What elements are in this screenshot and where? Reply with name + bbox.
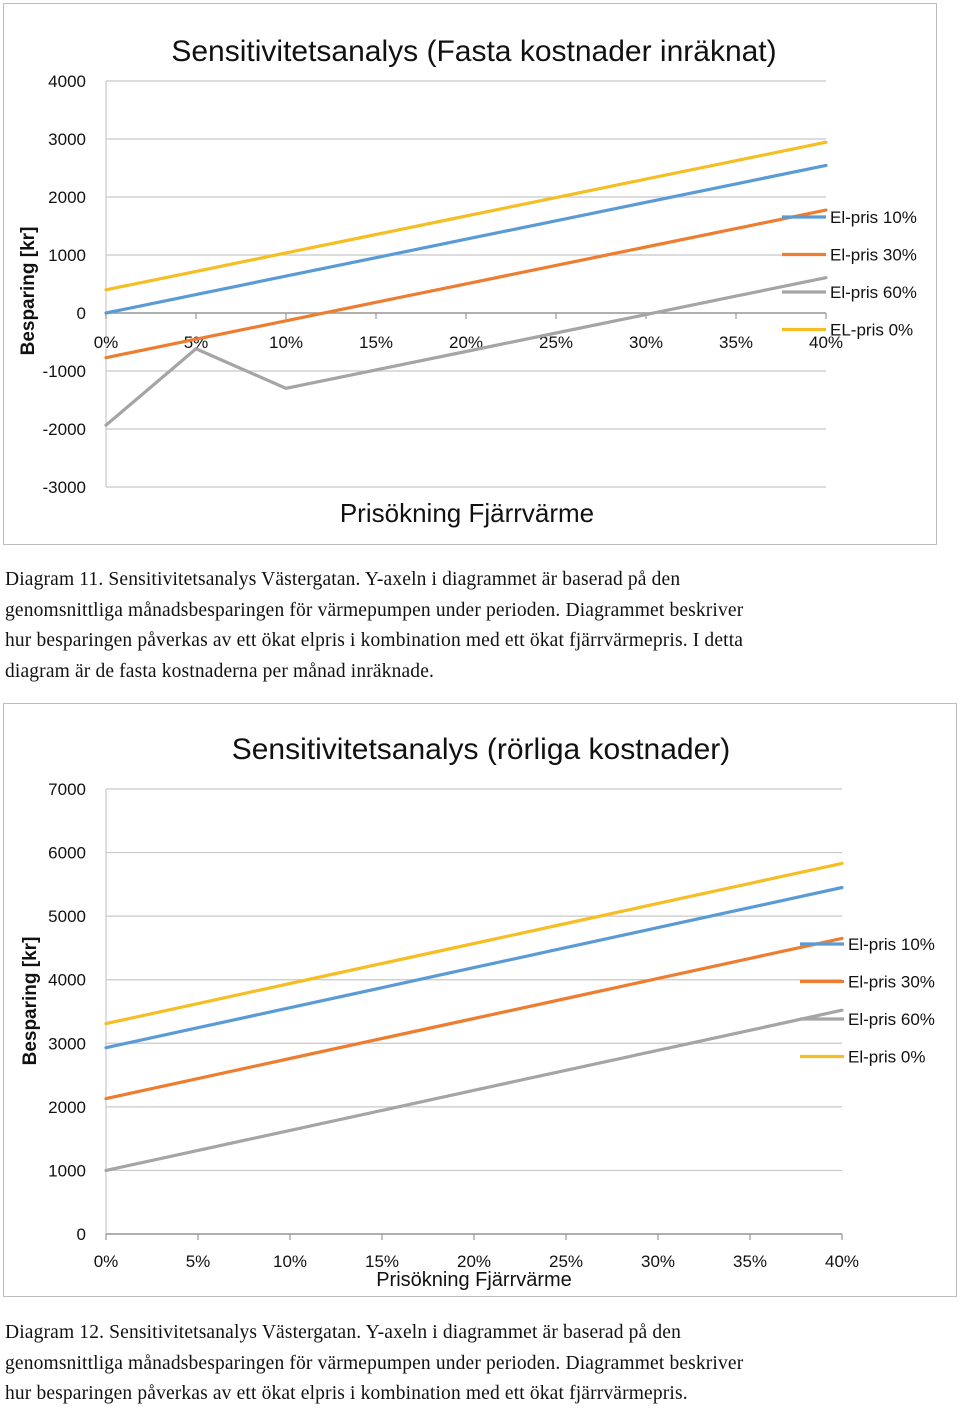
x-tick-label: 20%: [448, 333, 484, 352]
y-tick-label: 0: [76, 1225, 86, 1244]
legend-label: El-pris 60%: [830, 283, 917, 302]
x-tick-label: 30%: [628, 333, 664, 352]
chart-variable-costs: [3, 703, 957, 1297]
legend-label: El-pris 0%: [848, 1047, 926, 1067]
chart-variable-costs-svg: [4, 704, 958, 1298]
x-tick-label: 0%: [93, 333, 119, 352]
series-line: [106, 142, 826, 290]
legend-label: El-pris 30%: [830, 245, 917, 265]
x-tick-label: 15%: [364, 1252, 400, 1271]
x-tick-label: 20%: [456, 1252, 492, 1271]
x-tick-label: 40%: [824, 1252, 860, 1271]
y-tick-label: 6000: [48, 843, 86, 863]
x-tick-label: 35%: [732, 1252, 768, 1271]
y-tick-label: -1000: [42, 362, 86, 381]
legend-label: El-pris 30%: [848, 972, 935, 992]
caption-line: Diagram 12. Sensitivitetsanalys Västergatan. Y-axeln i diagrammet är baserad på den: [5, 1322, 681, 1343]
x-tick-label: 40%: [808, 333, 844, 352]
x-tick-label: 10%: [272, 1252, 308, 1271]
caption-line: genomsnittliga månadsbesparingen för värmepumpen under perioden. Diagrammet beskriver: [5, 1352, 744, 1374]
chart-fixed-costs-svg: [4, 4, 938, 546]
x-tick-label: 5%: [185, 1252, 211, 1271]
chart-title: Sensitivitetsanalys (rörliga kostnader): [231, 733, 731, 766]
chart-title: Sensitivitetsanalys (Fasta kostnader inräknat): [171, 35, 777, 68]
y-tick-label: 2000: [48, 1097, 86, 1117]
y-tick-label: 7000: [48, 780, 86, 799]
caption-line: diagram är de fasta kostnaderna per månad inräknade.: [5, 660, 435, 682]
series-line: [106, 165, 826, 313]
series-line: [106, 888, 842, 1048]
caption-line: hur besparingen påverkas av ett ökat elpris i kombination med ett ökat fjärrvärmepris. I detta: [5, 630, 744, 651]
y-tick-label: 4000: [48, 72, 86, 91]
y-tick-label: 3000: [48, 1034, 86, 1054]
y-tick-label: 0: [76, 304, 86, 323]
y-tick-label: -2000: [42, 420, 86, 439]
x-tick-label: 35%: [718, 333, 754, 352]
legend-label: El-pris 10%: [848, 935, 935, 954]
caption-diagram-12: [5, 1318, 955, 1410]
caption-diagram-11: [5, 565, 955, 687]
x-axis-title: Prisökning Fjärrvärme: [376, 1269, 572, 1291]
series-line: [106, 938, 842, 1098]
y-tick-label: 4000: [48, 970, 86, 990]
y-tick-label: 2000: [48, 188, 86, 207]
caption-line: genomsnittliga månadsbesparingen för värmepumpen under perioden. Diagrammet beskriver: [5, 599, 744, 621]
x-tick-label: 5%: [183, 333, 209, 352]
x-tick-label: 30%: [640, 1252, 676, 1271]
y-tick-label: -3000: [42, 478, 86, 497]
legend-label: EL-pris 0%: [830, 320, 914, 340]
x-tick-label: 25%: [538, 333, 574, 352]
x-tick-label: 15%: [358, 333, 394, 352]
x-tick-label: 25%: [548, 1252, 584, 1271]
x-tick-label: 0%: [93, 1252, 119, 1271]
x-tick-label: 10%: [268, 333, 304, 352]
y-tick-label: 5000: [48, 907, 86, 927]
y-axis-title: Besparing [kr]: [18, 226, 39, 356]
series-line: [106, 1010, 842, 1170]
y-axis-title: Besparing [kr]: [20, 936, 41, 1066]
x-axis-title: Prisökning Fjärrvärme: [339, 498, 595, 528]
chart-fixed-costs: [3, 3, 937, 545]
y-tick-label: 1000: [48, 1161, 86, 1181]
series-line: [106, 863, 842, 1023]
y-tick-label: 1000: [48, 246, 86, 265]
legend-label: El-pris 10%: [830, 208, 917, 227]
y-tick-label: 3000: [48, 130, 86, 149]
legend-label: El-pris 60%: [848, 1010, 935, 1029]
caption-line: Diagram 11. Sensitivitetsanalys Västergatan. Y-axeln i diagrammet är baserad på den: [5, 569, 681, 590]
caption-line: hur besparingen påverkas av ett ökat elpris i kombination med ett ökat fjärrvärmepris.: [5, 1383, 688, 1404]
